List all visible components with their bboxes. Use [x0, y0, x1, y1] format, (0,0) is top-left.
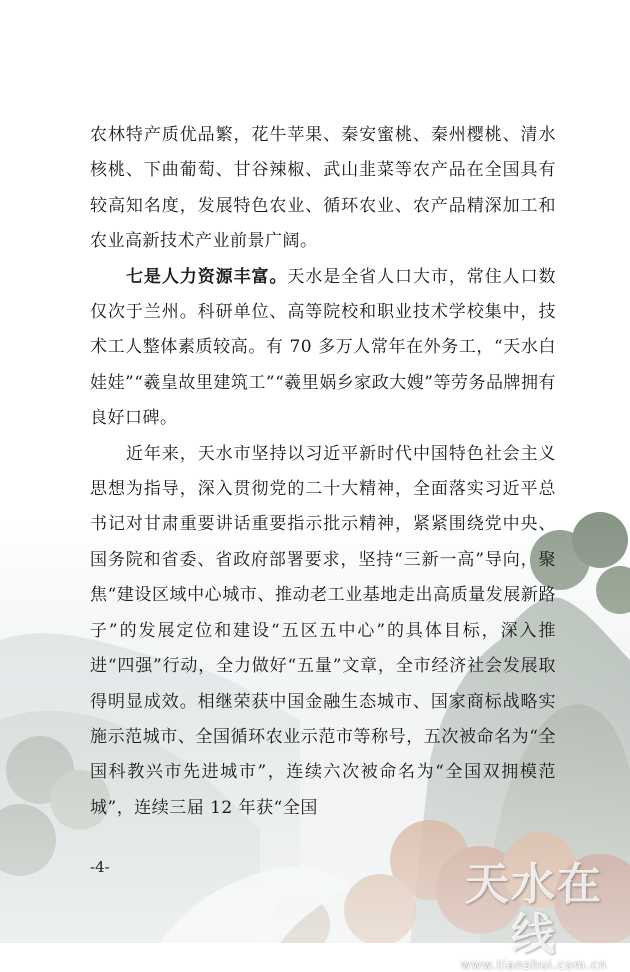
paragraph-text: 农林特产质优品繁，花牛苹果、秦安蜜桃、秦州樱桃、清水核桃、下曲葡萄、甘谷辣椒、武山韭菜等农产品在全国具有较高知名度，发展特色农业、循环农业、农产品精深加工和农业高新技术产业前景广阔。: [90, 125, 556, 252]
paragraph-text: 近年来，天水市坚持以习近平新时代中国特色社会主义思想为指导，深入贯彻党的二十大精神，全面落实习近平总书记对甘肃重要讲话重要指示批示精神，紧紧围绕党中央、国务院和省委、省政府部署要求，坚持“三新一高”导向，聚焦“建设区域中心城市、推动老工业基地走出高质量发展新路子”的发展定位和建设“五区五中心”的具体目标，深入推进“四强”行动，全力做好“五量”文章，全市经济社会发展取得明显成效。相继荣获中国金融生态城市、国家商标战略实施示范城市、全国循环农业示范市等称号，五次被命名为“全国科教兴市先进城市”，连续六次被命名为“全国双拥模范城”，连续三届 12 年获“全国: [90, 443, 556, 818]
site-watermark: [446, 860, 622, 972]
paragraph-agriculture: [90, 118, 556, 260]
paragraph-lead-heading: 七是人力资源丰富。: [126, 266, 288, 287]
paragraph-recent-years: [90, 437, 556, 826]
document-body: [90, 118, 556, 826]
watermark-url: www.tianshui.com.cn: [460, 958, 608, 972]
watermark-logo-text: 天水在线: [465, 859, 603, 960]
page-number: -4-: [90, 858, 110, 876]
paragraph-text: 天水是全省人口大市，常住人口数仅次于兰州。科研单位、高等院校和职业技术学校集中，技术工人整体素质较高。有 70 多万人常年在外务工，“天水白娃娃”“羲皇故里建筑工”“羲里娲乡家政大嫂”等劳务品牌拥有良好口碑。: [90, 266, 557, 429]
paragraph-human-resources: [90, 260, 556, 437]
